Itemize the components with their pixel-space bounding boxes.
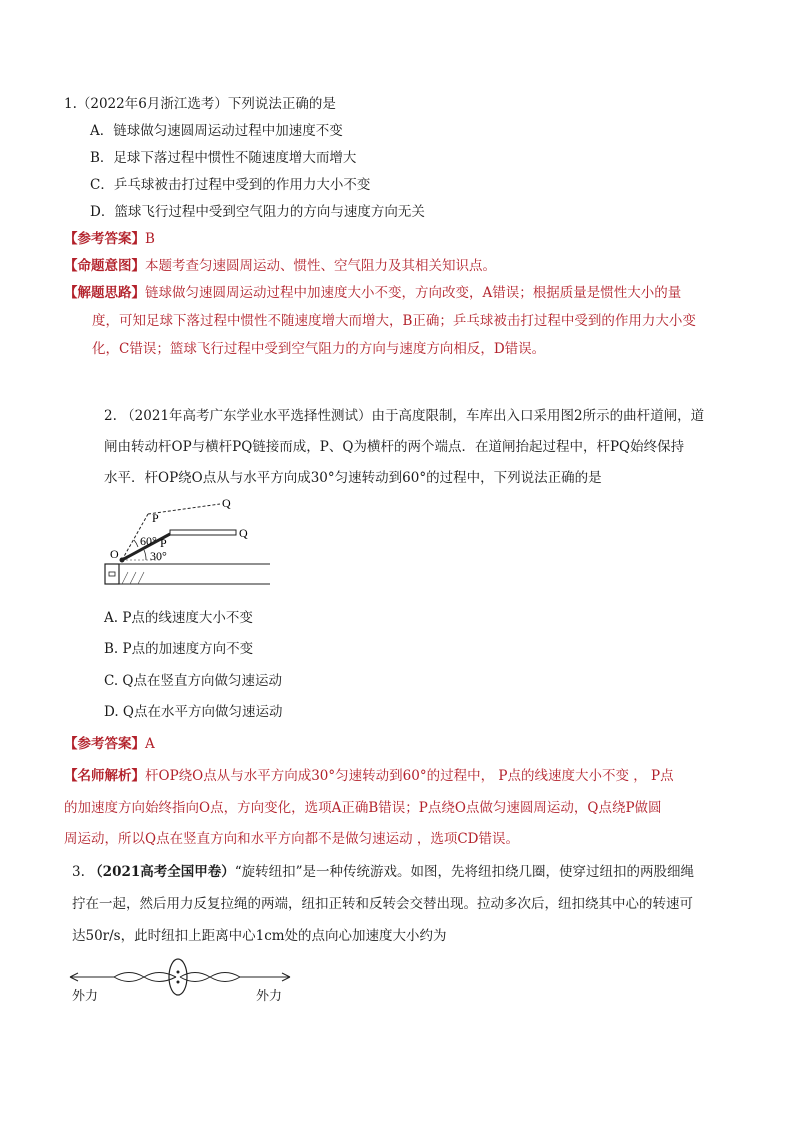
q3-stem-line-2: 拧在一起，然后用力反复拉绳的两端，纽扣正转和反转会交替出现。拉动多次后，纽扣绕其中心的转速可 — [72, 896, 693, 912]
gate-post-slot — [109, 572, 115, 576]
angle-arc-30 — [144, 550, 146, 560]
q1-intent — [64, 257, 496, 275]
q2-option-c: C. Q点在竖直方向做匀速运动 — [104, 673, 282, 689]
q2-answer-label: 【参考答案】 — [64, 736, 145, 752]
q1-stem: 1.（2022年6月浙江选考）下列说法正确的是 — [64, 96, 336, 112]
q2-stem-line-1: 2. （2021年高考广东学业水平选择性测试）由于高度限制，车库出入口采用图2所示的曲杆道闸，道 — [104, 408, 705, 424]
q3-right-force-label: 外力 — [256, 989, 283, 1004]
rod-pq-upper — [148, 504, 220, 514]
rod-pq-lower — [170, 530, 236, 535]
q2-analysis-line-2: 的加速度方向始终指向O点，方向变化，选项A正确B错误；P点绕O点做匀速圆周运动，Q点绕P做圆 — [64, 800, 662, 816]
q3-number: 3. — [72, 864, 90, 880]
label-p-lower: P — [160, 536, 167, 550]
q1-answer-value: B — [145, 231, 155, 247]
label-angle-60: 60° — [140, 534, 157, 548]
button-hole-top — [177, 971, 180, 974]
q2-analysis-label: 【名师解析】 — [64, 768, 145, 784]
q2-stem-line-2: 闸由转动杆OP与横杆PQ链接而成，P、Q为横杆的两个端点．在道闸抬起过程中，杆PQ始终保持 — [104, 439, 685, 455]
q1-answer — [64, 230, 155, 248]
q2-answer-value: A — [145, 736, 155, 752]
q2-option-b: B. P点的加速度方向不变 — [104, 641, 254, 657]
q3-source: （2021高考全国甲卷） — [89, 864, 235, 880]
q2-stem-line-3: 水平．杆OP绕O点从与水平方向成30°匀速转动到60°的过程中，下列说法正确的是 — [104, 470, 602, 486]
q1-analysis-line-3: 化，C错误；篮球飞行过程中受到空气阻力的方向与速度方向相反，D错误。 — [92, 341, 546, 357]
ground-hatching — [122, 572, 144, 584]
q2-analysis-line-1 — [64, 767, 674, 785]
q3-stem-line-1 — [72, 863, 694, 881]
q1-analysis-label: 【解题思路】 — [64, 285, 145, 301]
gate-post — [105, 564, 119, 584]
q1-option-b: B．足球下落过程中惯性不随速度增大而增大 — [90, 150, 357, 166]
q1-analysis-line-1 — [64, 284, 681, 302]
q1-option-d: D．篮球飞行过程中受到空气阻力的方向与速度方向无关 — [90, 204, 425, 220]
q3-stem-line-3: 达50r/s，此时纽扣上距离中心1cm处的点向心加速度大小约为 — [72, 928, 447, 944]
q1-analysis-line-2: 度，可知足球下落过程中惯性不随速度增大而增大，B正确；乒乓球被击打过程中受到的作用力大小变 — [92, 313, 696, 329]
q1-option-a: A．链球做匀速圆周运动过程中加速度不变 — [90, 123, 343, 139]
button-disc — [169, 959, 187, 995]
twisted-string-right-b — [180, 973, 240, 982]
q2-option-a: A. P点的线速度大小不变 — [104, 610, 253, 626]
q3-stem-first: “旋转纽扣”是一种传统游戏。如图，先将纽扣绕几圈，使穿过纽扣的两股细绳 — [234, 864, 695, 880]
label-q-lower: Q — [239, 526, 248, 540]
q2-analysis-text-1: 杆OP绕O点从与水平方向成30°匀速转动到60°的过程中， P点的线速度大小不变 ， P点 — [145, 768, 674, 784]
q2-analysis-line-3: 周运动，所以Q点在竖直方向和水平方向都不是做匀速运动 ，选项CD错误。 — [64, 831, 520, 847]
q1-answer-label: 【参考答案】 — [64, 231, 145, 247]
q2-option-d: D. Q点在水平方向做匀速运动 — [104, 704, 283, 720]
label-q-upper: Q — [222, 496, 231, 510]
q1-intent-label: 【命题意图】 — [64, 258, 145, 274]
q3-left-force-label: 外力 — [72, 989, 99, 1004]
label-o: O — [110, 547, 119, 561]
button-hole-bottom — [177, 981, 180, 984]
label-p-upper: P — [152, 511, 159, 525]
q2-barrier-gate-figure — [100, 492, 270, 592]
q2-answer — [64, 735, 155, 753]
angle-arc-60 — [134, 540, 138, 547]
label-angle-30: 30° — [150, 549, 167, 563]
q1-analysis-text-1: 链球做匀速圆周运动过程中加速度大小不变，方向改变，A错误；根据质量是惯性大小的量 — [145, 285, 682, 301]
q1-option-c: C．乒乓球被击打过程中受到的作用力大小不变 — [90, 177, 371, 193]
q1-intent-text: 本题考查匀速圆周运动、惯性、空气阻力及其相关知识点。 — [145, 258, 496, 274]
